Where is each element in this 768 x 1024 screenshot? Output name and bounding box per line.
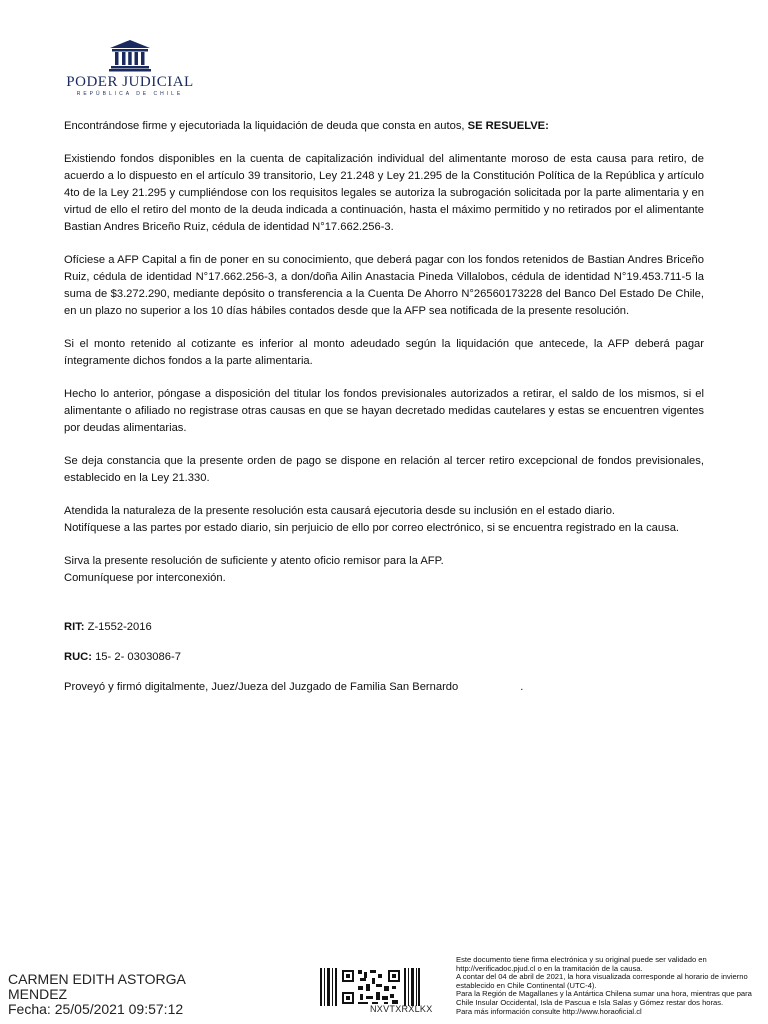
paragraph-oficiese: Ofíciese a AFP Capital a fin de poner en su conocimiento, que deberá pagar con los fondos retenidos de Bastian Andres Briceño Ruiz, cédula de identidad N°17.662.256-3, a don/doña Ailin Anastacia Pineda Villalobos, cédula de identidad N°19.453.711-5 la suma de $3.272.290, mediante depósito o transferencia a la Cuenta De Ahorro N°26560173228 del Banco Del Estado De Chile, en un plazo no superior a los 10 días hábiles contados desde que la AFP sea notificada de la presente resolución.	[64, 254, 704, 317]
poder-judicial-logo	[64, 38, 196, 98]
proveyo-end: .	[520, 681, 524, 693]
intro-text: Encontrándose firme y ejecutoriada la liquidación de deuda que consta en autos,	[64, 120, 468, 132]
intro-bold: SE RESUELVE:	[467, 120, 549, 132]
notice-line-4: Para más información consulte http://www.horaoficial.cl	[456, 1006, 642, 1016]
logo-title: PODER JUDICIAL	[66, 74, 194, 90]
notice-line-2: A contar del 04 de abril de 2021, la hora visualizada corresponde al horario de invierno establecido en Chile Continental (UTC-4).	[456, 972, 748, 990]
signer-name-line2: MENDEZ	[8, 986, 68, 1002]
paragraph-fondos: Existiendo fondos disponibles en la cuenta de capitalización individual del alimentante moroso de esta causa para retiro, de acuerdo a lo dispuesto en el artículo 39 transitorio, Ley 21.248 y Ley 21.295 de la Constitución Política de la República y artículo 4to de la Ley 21.295 y cumpliéndose con los requisitos legales se autoriza la subrogación solicitada por la parte alimentaria y en virtud de ello el retiro del monto de la deuda indicada a continuación, hasta el máximo permitido y no retirados por el alimentante Bastian Andres Briceño Ruiz, cédula de identidad N°17.662.256-3.	[64, 153, 704, 233]
resolution-body	[64, 118, 704, 696]
barcode-icon	[320, 968, 420, 1006]
paragraph-monto: Si el monto retenido al cotizante es inferior al monto adeudado según la liquidación que antecede, la AFP deberá pagar íntegramente dichos fondos a la parte alimentaria.	[64, 338, 704, 367]
logo-subtitle: REPÚBLICA DE CHILE	[76, 91, 184, 97]
paragraph-constancia: Se deja constancia que la presente orden de pago se dispone en relación al tercer retiro excepcional de fondos previsionales, establecido en la Ley 21.330.	[64, 455, 704, 484]
notice-line-1: Este documento tiene firma electrónica y su original puede ser validado en http://verificadoc.pjud.cl o en la tramitación de la causa.	[456, 955, 707, 973]
ruc-line	[64, 649, 704, 666]
paragraph-oficio: Sirva la presente resolución de suficiente y atento oficio remisor para la AFP.	[64, 555, 444, 567]
paragraph-comuniquese: Comuníquese por interconexión.	[64, 572, 226, 584]
rit-line	[64, 619, 704, 636]
ruc-label: RUC:	[64, 651, 92, 663]
paragraph-ejecutoria: Atendida la naturaleza de la presente resolución esta causará ejecutoria desde su inclusión en el estado diario.	[64, 505, 616, 517]
signer-block	[8, 972, 186, 1017]
paragraph-notifiquese: Notifíquese a las partes por estado diario, sin perjuicio de ello por correo electrónico, si se encuentra registrado en la causa.	[64, 522, 680, 534]
verification-code: NXVTXRXLKX	[370, 1004, 433, 1014]
notice-line-3: Para la Región de Magallanes y la Antártica Chilena sumar una hora, mientras que para Chile Insular Occidental, Isla de Pascua e Isla Salas y Gómez restar dos horas.	[456, 989, 752, 1007]
proveyo-text: Proveyó y firmó digitalmente, Juez/Jueza del Juzgado de Familia San Bernardo	[64, 681, 459, 693]
rit-value: Z-1552-2016	[84, 621, 152, 633]
rit-label: RIT:	[64, 621, 85, 633]
courthouse-icon	[108, 38, 152, 72]
signer-date: Fecha: 25/05/2021 09:57:12	[8, 1001, 184, 1017]
ruc-value: 15- 2- 0303086-7	[91, 651, 181, 663]
paragraph-hecho: Hecho lo anterior, póngase a disposición del titular los fondos previsionales autorizados a retirar, el saldo de los mismos, si el alimentante o afiliado no registrase otras causas en que se hayan decretado medidas cautelares y estas se encuentren vigentes por deudas alimentarias.	[64, 388, 704, 434]
signer-name-line1: CARMEN EDITH ASTORGA	[8, 971, 186, 987]
intro-paragraph	[64, 118, 704, 135]
electronic-signature-notice	[456, 956, 756, 1016]
proveyo-line	[64, 679, 704, 696]
